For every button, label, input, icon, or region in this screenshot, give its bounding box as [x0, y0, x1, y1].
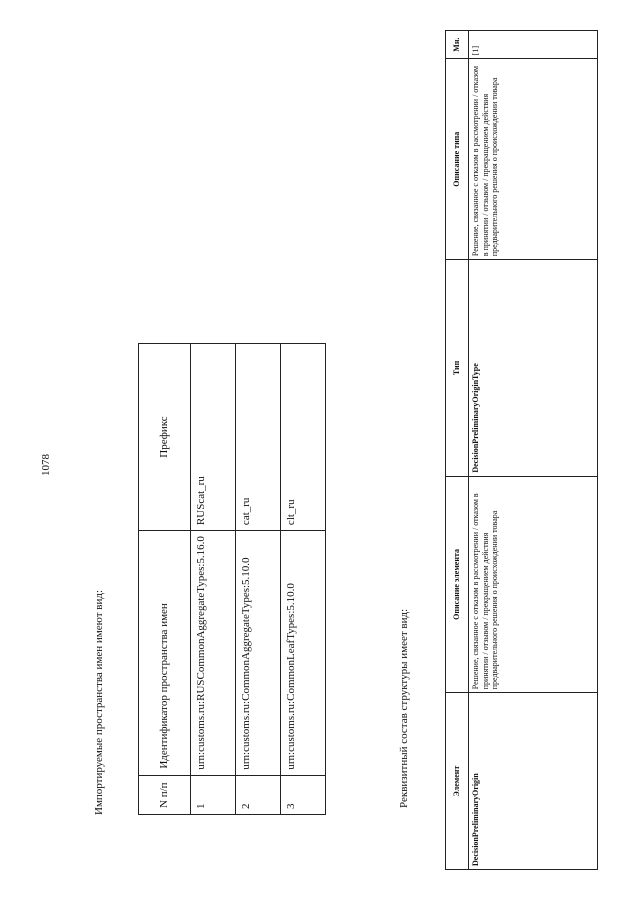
table-header-row	[446, 31, 469, 870]
table-row	[191, 344, 236, 815]
table-row	[236, 344, 281, 815]
prefix: cat_ru	[236, 344, 281, 531]
namespace-id: urn:customs.ru:RUSCommonAggregateTypes:5.16.0	[191, 531, 236, 776]
header-number: N п/п	[139, 775, 191, 814]
header-element: Элемент	[446, 693, 469, 870]
header-type: Тип	[446, 260, 469, 477]
element-description: Решение, связанное с отказом в рассмотрении / отказом в принятии / отзывом / прекращением действия предварительного решения о происхождении товара	[469, 476, 598, 693]
namespace-id: urn:customs.ru:CommonAggregateTypes:5.10.0	[236, 531, 281, 776]
element-name: DecisionPreliminaryOrigin	[469, 693, 598, 870]
row-number: 1	[191, 775, 236, 814]
table-row	[281, 344, 326, 815]
header-prefix: Префикс	[139, 344, 191, 531]
header-element-description: Описание элемента	[446, 476, 469, 693]
row-number: 3	[281, 775, 326, 814]
page-number: 1078	[40, 454, 52, 476]
namespaces-caption: Импортируемые пространства имен имеют вид:	[93, 589, 105, 815]
multiplicity: [1]	[469, 31, 598, 59]
namespaces-table	[138, 343, 326, 815]
row-number: 2	[236, 775, 281, 814]
prefix: RUScat_ru	[191, 344, 236, 531]
table-row	[469, 31, 598, 870]
header-namespace-id: Идентификатор пространства имен	[139, 531, 191, 776]
type-description: Решение, связанное с отказом в рассмотрении / отказом в принятии / отзывом / прекращением действия предварительного решения о происхождении товара	[469, 59, 598, 260]
header-multiplicity: Мн.	[446, 31, 469, 59]
type-name: DecisionPreliminaryOriginType	[469, 260, 598, 477]
structure-table	[445, 30, 598, 870]
structure-caption: Реквизитный состав структуры имеет вид:	[398, 608, 410, 808]
namespace-id: urn:customs.ru:CommonLeafTypes:5.10.0	[281, 531, 326, 776]
table-header-row	[139, 344, 191, 815]
header-type-description: Описание типа	[446, 59, 469, 260]
prefix: clt_ru	[281, 344, 326, 531]
